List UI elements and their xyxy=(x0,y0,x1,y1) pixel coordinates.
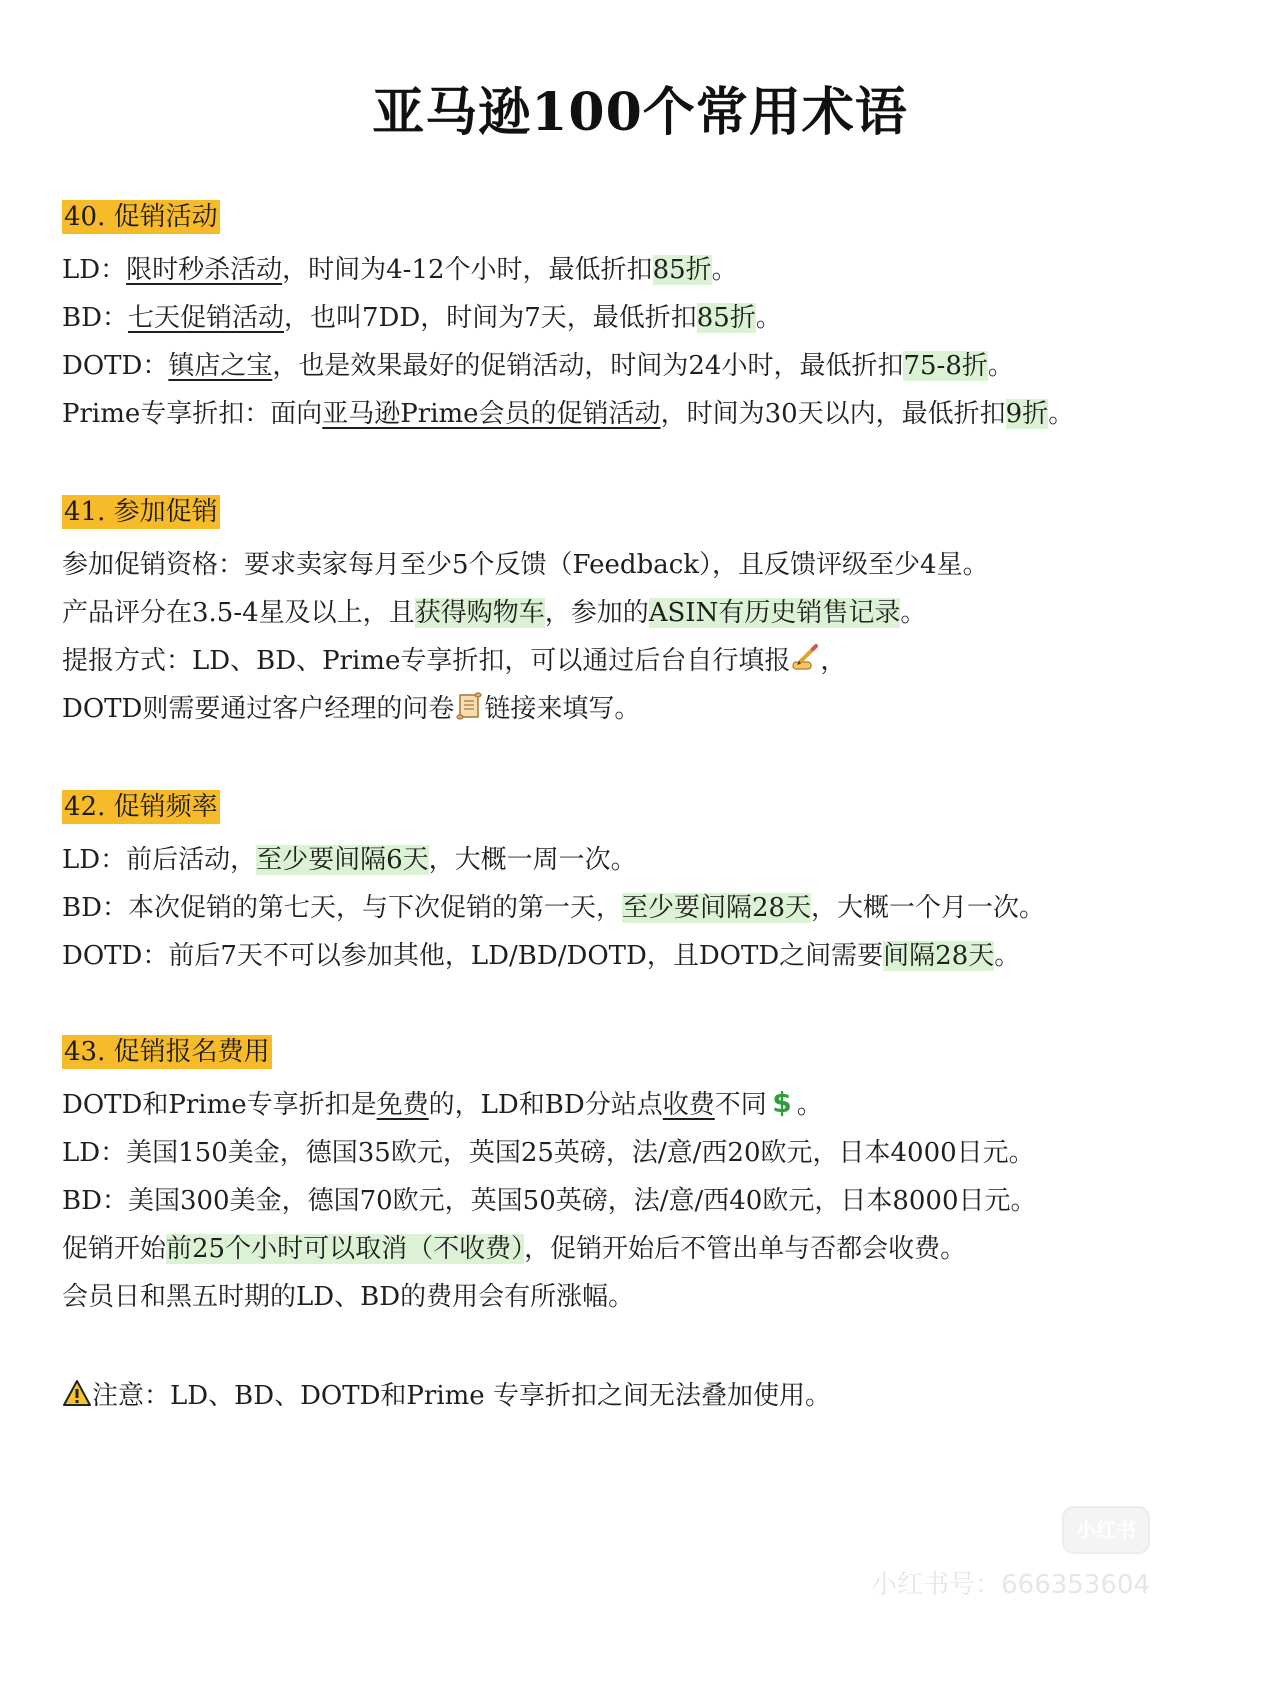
text-line xyxy=(62,1225,1242,1273)
svg-text:$: $ xyxy=(772,1087,792,1117)
writing-hand-icon xyxy=(790,643,820,673)
page-title: 亚马逊100个常用术语 xyxy=(372,82,908,143)
text-line xyxy=(62,1081,1242,1129)
text-span: ，参加的 xyxy=(544,598,649,628)
text-line xyxy=(62,246,1242,294)
text-span: ，促销开始后不管出单与否都会收费。 xyxy=(524,1234,967,1264)
watermark-text: 小红书号：666353604 xyxy=(871,1570,1150,1600)
note-text: 注意：LD、BD、DOTD和Prime 专享折扣之间无法叠加使用。 xyxy=(92,1381,831,1411)
text-span: Prime专享折扣：面向 xyxy=(62,399,323,429)
text-line xyxy=(62,685,1242,733)
text-line xyxy=(62,932,1242,980)
section-heading: 43. 促销报名费用 xyxy=(64,1037,270,1067)
text-span: 链接来填写。 xyxy=(484,694,641,724)
section-43 xyxy=(62,1035,1242,1321)
underlined-term: 七天促销活动 xyxy=(127,303,284,333)
highlighted-term: ASIN有历史销售记录 xyxy=(648,598,901,628)
underlined-term: 免费 xyxy=(376,1090,429,1120)
text-line xyxy=(62,884,1242,932)
text-span: 。 xyxy=(1048,399,1075,429)
section-42 xyxy=(62,790,1242,980)
highlighted-term: 75-8折 xyxy=(903,351,988,381)
text-span: DOTD： xyxy=(62,351,169,381)
text-line xyxy=(62,342,1242,390)
text-span: DOTD则需要通过客户经理的问卷 xyxy=(62,694,455,724)
text-span: ，大概一个月一次。 xyxy=(811,893,1046,923)
text-span: DOTD：前后7天不可以参加其他，LD/BD/DOTD，且DOTD之间需要 xyxy=(62,941,884,971)
highlighted-term: 间隔28天 xyxy=(883,941,995,971)
text-span: LD： xyxy=(62,255,127,285)
text-span: ， xyxy=(820,646,847,676)
text-span: ，也是效果最好的促销活动，时间为24小时，最低折扣 xyxy=(272,351,904,381)
text-line xyxy=(62,390,1242,438)
watermark xyxy=(850,1506,1150,1626)
section-heading: 40. 促销活动 xyxy=(64,202,218,232)
text-span: LD：前后活动， xyxy=(62,845,257,875)
text-line: 参加促销资格：要求卖家每月至少5个反馈（Feedback），且反馈评级至少4星。 xyxy=(62,550,989,580)
text-line xyxy=(62,637,1242,685)
section-40 xyxy=(62,200,1242,438)
note xyxy=(62,1372,1242,1420)
text-line xyxy=(62,294,1242,342)
text-span: 。 xyxy=(900,598,927,628)
highlighted-term: 85折 xyxy=(652,255,712,285)
section-heading: 42. 促销频率 xyxy=(64,792,218,822)
scroll-icon xyxy=(454,691,484,721)
highlighted-term: 9折 xyxy=(1005,399,1049,429)
dollar-icon xyxy=(767,1087,797,1117)
text-span: DOTD和Prime专享折扣是 xyxy=(62,1090,377,1120)
highlighted-term: 85折 xyxy=(696,303,756,333)
text-line: LD：美国150美金，德国35欧元，英国25英磅，法/意/西20欧元，日本4000日元。 xyxy=(62,1138,1035,1168)
text-span: 。 xyxy=(711,255,738,285)
watermark-logo: 小红书 xyxy=(1062,1506,1150,1554)
text-line xyxy=(62,836,1242,884)
warning-icon xyxy=(62,1378,92,1408)
underlined-term: 亚马逊Prime会员的促销活动 xyxy=(322,399,661,429)
underlined-term: 镇店之宝 xyxy=(168,351,273,381)
text-span: 。 xyxy=(796,1090,823,1120)
text-span: ，时间为30天以内，最低折扣 xyxy=(660,399,1006,429)
text-span: ，大概一周一次。 xyxy=(428,845,637,875)
highlighted-term: 前25个小时可以取消（不收费） xyxy=(166,1234,525,1264)
text-span: BD： xyxy=(62,303,128,333)
note-line xyxy=(62,1372,1242,1420)
section-41 xyxy=(62,495,1242,733)
text-span: 提报方式：LD、BD、Prime专享折扣，可以通过后台自行填报 xyxy=(62,646,791,676)
text-span: 不同 xyxy=(714,1090,767,1120)
underlined-term: 限时秒杀活动 xyxy=(126,255,283,285)
text-span: BD：本次促销的第七天，与下次促销的第一天， xyxy=(62,893,622,923)
text-span: ，时间为4-12个小时，最低折扣 xyxy=(282,255,653,285)
text-line: BD：美国300美金，德国70欧元，英国50英磅，法/意/西40欧元，日本8000日元。 xyxy=(62,1186,1037,1216)
underlined-term: 收费 xyxy=(662,1090,715,1120)
text-line xyxy=(62,589,1242,637)
text-span: 促销开始 xyxy=(62,1234,167,1264)
text-span: 产品评分在3.5-4星及以上，且 xyxy=(62,598,415,628)
text-span: 的，LD和BD分站点 xyxy=(428,1090,663,1120)
section-heading: 41. 参加促销 xyxy=(64,497,218,527)
highlighted-term: 获得购物车 xyxy=(414,598,545,628)
text-span: 。 xyxy=(987,351,1014,381)
highlighted-term: 至少要间隔6天 xyxy=(256,845,429,875)
text-span: 。 xyxy=(994,941,1021,971)
text-span: ，也叫7DD，时间为7天，最低折扣 xyxy=(283,303,697,333)
highlighted-term: 至少要间隔28天 xyxy=(621,893,812,923)
text-span: 。 xyxy=(755,303,782,333)
text-line: 会员日和黑五时期的LD、BD的费用会有所涨幅。 xyxy=(62,1282,635,1312)
